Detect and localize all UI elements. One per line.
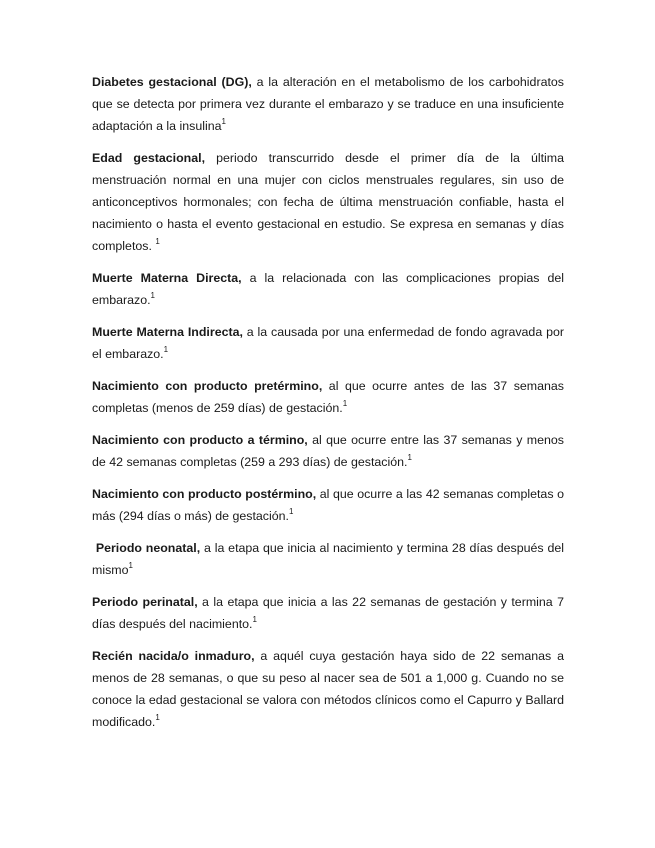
definition-text: periodo transcurrido desde el primer día de la última menstruación normal en una mujer con ciclos menstruales regulares, sin uso de anticonceptivos hormonales; con fecha de última menstruación confiable, hasta el nacimiento o hasta el evento gestacional en estudio. Se expresa en semanas y días completos. bbox=[92, 151, 565, 253]
footnote-ref: 1 bbox=[155, 236, 160, 246]
definition-term: Periodo neonatal, bbox=[95, 541, 201, 555]
definition-text: a la etapa que inicia al nacimiento y termina 28 días después del mismo bbox=[92, 541, 564, 577]
footnote-ref: 1 bbox=[252, 614, 257, 624]
definition-term: Nacimiento con producto postérmino, bbox=[92, 487, 317, 501]
definition-muerte-materna-directa bbox=[92, 267, 564, 311]
definition-term: Recién nacida/o inmaduro, bbox=[92, 649, 255, 663]
footnote-ref: 1 bbox=[163, 344, 169, 354]
footnote-ref: 1 bbox=[150, 290, 155, 300]
definitions-list bbox=[92, 71, 564, 743]
definition-text: a la causada por una enfermedad de fondo agravada por el embarazo. bbox=[92, 325, 564, 361]
definition-nacimiento-pretermino bbox=[92, 375, 564, 419]
footnote-ref: 1 bbox=[342, 398, 348, 408]
definition-term: Nacimiento con producto pretérmino, bbox=[92, 379, 323, 393]
definition-recien-nacido-inmaduro bbox=[92, 645, 564, 733]
footnote-ref: 1 bbox=[221, 116, 226, 126]
definition-periodo-perinatal bbox=[92, 591, 564, 635]
definition-term: Edad gestacional, bbox=[92, 151, 206, 165]
definition-diabetes-gestacional bbox=[92, 71, 564, 137]
definition-text: a aquél cuya gestación haya sido de 22 semanas a menos de 28 semanas, o que su peso al nacer sea de 501 a 1,000 g. Cuando no se conoce la edad gestacional se valora con métodos clínicos como el Capurro y Ballard modificado. bbox=[92, 649, 564, 729]
definition-nacimiento-postermino bbox=[92, 483, 564, 527]
definition-text: al que ocurre entre las 37 semanas y menos de 42 semanas completas (259 a 293 días) de gestación. bbox=[92, 433, 564, 469]
definition-periodo-neonatal bbox=[92, 537, 564, 581]
definition-text: al que ocurre a las 42 semanas completas o más (294 días o más) de gestación. bbox=[92, 487, 564, 523]
definition-term: Muerte Materna Indirecta, bbox=[92, 325, 243, 339]
definition-term: Periodo perinatal, bbox=[92, 595, 198, 609]
definition-text: a la etapa que inicia a las 22 semanas de gestación y termina 7 días después del nacimiento. bbox=[92, 595, 564, 631]
definition-muerte-materna-indirecta bbox=[92, 321, 564, 365]
definition-edad-gestacional bbox=[92, 147, 564, 257]
definition-nacimiento-a-termino bbox=[92, 429, 564, 473]
footnote-ref: 1 bbox=[155, 712, 160, 722]
definition-term: Muerte Materna Directa, bbox=[92, 271, 242, 285]
footnote-ref: 1 bbox=[407, 452, 412, 462]
definition-text: al que ocurre antes de las 37 semanas completas (menos de 259 días) de gestación. bbox=[92, 379, 564, 415]
footnote-ref: 1 bbox=[288, 506, 294, 516]
definition-text: a la relacionada con las complicaciones propias del embarazo. bbox=[92, 271, 564, 307]
definition-text: a la alteración en el metabolismo de los carbohidratos que se detecta por primera vez durante el embarazo y se traduce en una insuficiente adaptación a la insulina bbox=[92, 75, 564, 133]
footnote-ref: 1 bbox=[128, 560, 133, 570]
definition-term: Diabetes gestacional (DG), bbox=[92, 75, 252, 89]
definition-term: Nacimiento con producto a término, bbox=[92, 433, 308, 447]
